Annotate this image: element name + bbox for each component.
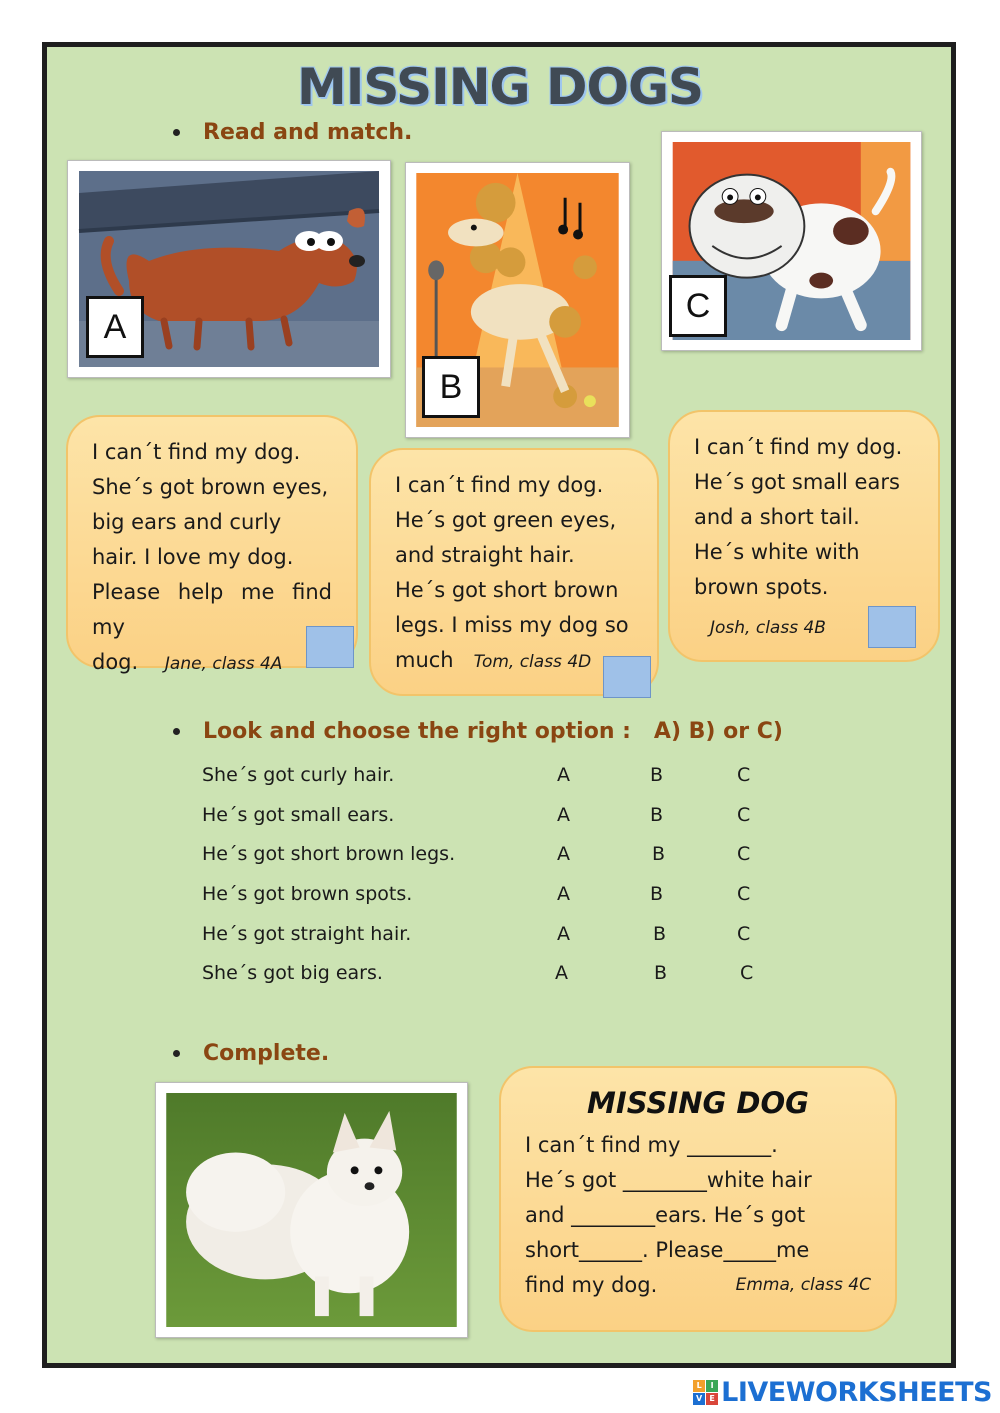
answer-box-note-3[interactable] xyxy=(868,606,916,648)
option-c[interactable]: C xyxy=(737,843,751,866)
brand-name: LIVEWORKSHEETS xyxy=(721,1376,992,1408)
option-a[interactable]: A xyxy=(557,843,570,866)
heading-choose-option: Look and choose the right option : A) B) or C) xyxy=(203,719,783,744)
signature: Emma, class 4C xyxy=(735,1275,871,1295)
note-line: Please help me find my xyxy=(92,580,332,639)
bullet-icon xyxy=(173,129,180,136)
option-a[interactable]: A xyxy=(555,962,568,985)
quiz-row xyxy=(202,760,802,800)
option-a[interactable]: A xyxy=(557,764,570,786)
bullet-icon xyxy=(173,728,180,735)
option-c[interactable]: C xyxy=(737,922,751,945)
question-text: He´s got brown spots. xyxy=(202,883,413,906)
option-b[interactable]: B xyxy=(650,764,664,786)
note-line: I can´t find my dog. xyxy=(694,435,903,459)
letter-label-b: B xyxy=(422,356,480,418)
note-line: She´s got brown eyes, xyxy=(92,475,329,499)
bullet-icon xyxy=(173,1050,180,1057)
question-text: He´s got small ears. xyxy=(202,803,395,826)
missing-dog-note xyxy=(499,1066,897,1332)
note-line: I can´t find my dog. xyxy=(92,440,301,464)
note-title: MISSING DOG xyxy=(587,1086,809,1120)
quiz-row xyxy=(202,839,802,879)
note-line: hair. I love my dog. xyxy=(92,545,294,569)
option-c[interactable]: C xyxy=(737,883,751,906)
fill-line[interactable]: He´s got ________white hair xyxy=(525,1168,812,1192)
note-line: much xyxy=(395,648,454,672)
note-line: big ears and curly xyxy=(92,510,282,534)
fill-line[interactable]: short______. Please_____me xyxy=(525,1238,810,1262)
logo-icon: L I V E xyxy=(693,1380,718,1405)
option-a[interactable]: A xyxy=(557,883,570,906)
answer-box-note-1[interactable] xyxy=(306,626,354,668)
signature: Tom, class 4D xyxy=(473,652,592,672)
option-c[interactable]: C xyxy=(740,962,754,985)
option-b[interactable]: B xyxy=(654,962,668,985)
letter-label-c: C xyxy=(669,275,727,337)
signature: Josh, class 4B xyxy=(710,618,826,638)
letter-label-a: A xyxy=(86,296,144,358)
option-c[interactable]: C xyxy=(737,764,751,786)
option-b[interactable]: B xyxy=(650,883,664,906)
note-line: brown spots. xyxy=(694,575,829,599)
pomeranian-photo xyxy=(166,1093,457,1327)
question-text: He´s got short brown legs. xyxy=(202,843,456,866)
note-line: legs. I miss my dog so xyxy=(395,613,629,637)
option-a[interactable]: A xyxy=(557,922,570,945)
quiz-row xyxy=(202,958,802,998)
option-b[interactable]: B xyxy=(653,922,667,945)
note-line: He´s got green eyes, xyxy=(395,508,617,532)
note-line: He´s got short brown xyxy=(395,578,619,602)
fill-line: find my dog. xyxy=(525,1273,658,1297)
quiz-row xyxy=(202,879,802,919)
option-b[interactable]: B xyxy=(650,803,664,826)
note-line: dog. xyxy=(92,650,139,674)
choice-quiz xyxy=(202,760,802,998)
fill-line[interactable]: I can´t find my ________. xyxy=(525,1133,778,1157)
liveworksheets-logo xyxy=(693,1375,992,1409)
quiz-row xyxy=(202,800,802,840)
note-line: and a short tail. xyxy=(694,505,860,529)
question-text: He´s got straight hair. xyxy=(202,922,412,945)
note-line: and straight hair. xyxy=(395,543,575,567)
heading-complete: Complete. xyxy=(203,1041,329,1066)
question-text: She´s got curly hair. xyxy=(202,764,395,786)
answer-box-note-2[interactable] xyxy=(603,656,651,698)
option-b[interactable]: B xyxy=(652,843,666,866)
question-text: She´s got big ears. xyxy=(202,962,383,985)
option-c[interactable]: C xyxy=(737,803,751,826)
option-a[interactable]: A xyxy=(557,803,570,826)
signature: Jane, class 4A xyxy=(164,654,283,674)
page-title: MISSING DOGS xyxy=(296,58,704,116)
white-dog-photo xyxy=(155,1082,468,1338)
quiz-row xyxy=(202,919,802,959)
heading-read-and-match: Read and match. xyxy=(203,120,412,145)
note-line: I can´t find my dog. xyxy=(395,473,604,497)
fill-line[interactable]: and ________ears. He´s got xyxy=(525,1203,806,1227)
note-line: He´s white with xyxy=(694,540,860,564)
note-line: He´s got small ears xyxy=(694,470,900,494)
